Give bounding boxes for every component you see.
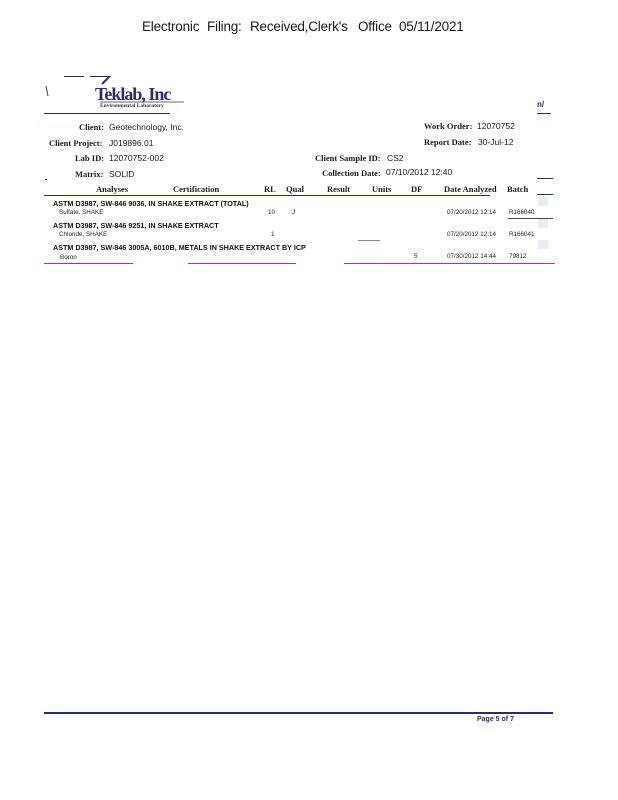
project-label: Client Project: (49, 138, 103, 148)
col-analyses: Analyses (96, 184, 129, 194)
client-value: Geotechnology, Inc. (109, 122, 184, 132)
method-heading: ASTM D3987, SW-846 3005A, 6010B, METALS IN SHAKE EXTRACT BY ICP (53, 243, 306, 252)
reportdate-value: 30-Jul-12 (478, 137, 514, 147)
analyte-df: 5 (414, 253, 418, 260)
lab-logo-subtitle: Environmental Laboratory (100, 103, 164, 109)
method-heading: ASTM D3987, SW-846 9036, IN SHAKE EXTRACT (TOTAL) (53, 199, 249, 208)
analyte-qual: J (292, 209, 296, 216)
row-rule (508, 218, 553, 219)
analyte-rl: 10 (268, 209, 276, 216)
side-box-1 (538, 197, 548, 206)
labid-value: 12070752-002 (109, 153, 164, 163)
row-rule-pink (44, 263, 133, 264)
analyte-date: 07/20/2012 12:14 (447, 209, 497, 216)
col-result: Result (327, 184, 351, 194)
col-batch: Batch (507, 184, 529, 194)
header-rule-left (44, 113, 170, 114)
analyte-date: 07/30/2012 14:44 (447, 253, 497, 260)
margin-mark (45, 179, 47, 180)
method-heading: ASTM D3987, SW-846 9251, IN SHAKE EXTRACT (53, 221, 219, 230)
filing-office: Office (358, 19, 392, 34)
col-certification: Certification (173, 184, 220, 194)
labid-label: Lab ID: (75, 153, 105, 163)
header-underline (44, 195, 490, 196)
sampleid-value: CS2 (387, 153, 404, 163)
analyte-rl: 1 (271, 231, 275, 238)
logo-right-mark: n/ (537, 100, 545, 109)
filing-received: Received,Clerk's (250, 19, 348, 34)
col-units: Units (372, 184, 392, 194)
right-rule-mid (537, 194, 553, 195)
footer-rule (44, 712, 553, 714)
analyte-name: Boron (60, 254, 77, 261)
reportdate-label: Report Date: (424, 137, 472, 147)
header-rule-right (537, 113, 551, 114)
side-box-2 (538, 219, 548, 228)
row-rule-pink (188, 263, 296, 264)
col-rl: RL (264, 184, 276, 194)
analyte-name: Chloride, SHAKE (59, 231, 108, 238)
collection-value: 07/10/2012 12:40 (386, 167, 453, 177)
client-label: Client: (79, 122, 105, 132)
filing-date: 05/11/2021 (399, 19, 464, 34)
right-rule-top (537, 178, 553, 179)
col-qual: Qual (286, 184, 304, 194)
workorder-label: Work Order: (424, 121, 473, 131)
page-number: Page 5 of 7 (477, 716, 514, 723)
col-date-analyzed: Date Analyzed (444, 184, 497, 194)
row-rule-pink (344, 263, 555, 264)
side-box-3 (538, 240, 548, 249)
analyte-date: 07/20/2012 12:14 (447, 231, 497, 238)
project-value: J019896.01 (109, 138, 154, 148)
analyte-name: Sulfate, SHAKE (59, 209, 104, 216)
analyte-batch: R166040 (509, 209, 535, 216)
lab-logo-name: Teklab, Inc (95, 84, 171, 104)
matrix-value: SOLID (109, 169, 135, 179)
workorder-value: 12070752 (477, 121, 515, 131)
row-mark (358, 240, 380, 241)
collection-label: Collection Date: (322, 168, 381, 178)
analyte-batch: R166041 (509, 231, 535, 238)
sampleid-label: Client Sample ID: (315, 153, 381, 163)
matrix-label: Matrix: (75, 169, 104, 179)
filing-label: Filing: (207, 19, 242, 34)
col-df: DF (411, 184, 423, 194)
analyte-batch: 79812 (509, 253, 527, 260)
filing-electronic: Electronic (142, 19, 200, 34)
